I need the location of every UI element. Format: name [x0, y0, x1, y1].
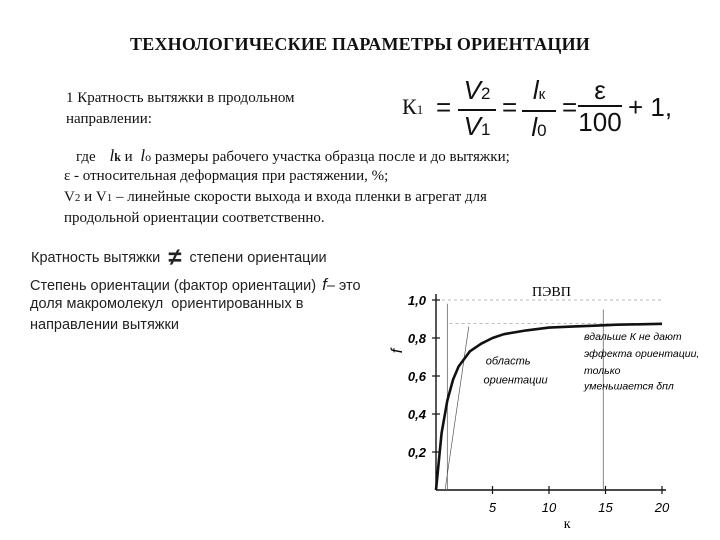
y-tick-label: 0,8 — [407, 331, 426, 346]
tangent-line — [445, 327, 469, 490]
y-tick-label: 0,6 — [407, 369, 426, 384]
annotation-region-1: область — [485, 355, 531, 368]
not-equal-sign: ≠ — [168, 244, 182, 271]
frac3-num: ε — [594, 75, 606, 105]
frac1-den: V — [463, 110, 481, 141]
degree-this-is: – это — [326, 278, 361, 294]
degree-line3: направлении вытяжки — [30, 317, 179, 333]
frac3-den: 100 — [578, 106, 622, 137]
formula-equals-1: = — [436, 92, 452, 122]
formula-lhs-sub: 1 — [416, 102, 424, 117]
frac2-num-sub: к — [538, 86, 546, 103]
def-v1-sub: 1 — [106, 192, 113, 204]
section-heading-line2: направлении: — [66, 111, 152, 127]
fraction-eps-100 — [578, 76, 622, 136]
frac1-num-sub: 2 — [480, 84, 491, 103]
x-tick-label: 15 — [598, 500, 613, 515]
section-heading-line1: 1 Кратность вытяжки в продольном — [66, 90, 295, 106]
def-var-lo-sub: o — [145, 150, 152, 164]
frac1-num: V — [463, 75, 481, 105]
formula-equals-3: = — [562, 92, 578, 122]
def-line1-rest: размеры рабочего участка образца после и до вытяжки; — [154, 149, 510, 165]
annotation-note-4: уменьшается δпл — [584, 380, 674, 393]
series-name-label: ПЭВП — [532, 285, 571, 300]
y-axis-label: f — [389, 348, 406, 354]
frac2-den-sub: 0 — [537, 120, 547, 140]
annotation-note-2: эффекта ориентации, — [584, 348, 700, 360]
x-tick-label: 5 — [488, 500, 497, 515]
statement-right: степени ориентации — [189, 250, 327, 266]
def-v-and: и V — [84, 189, 107, 205]
formula-lhs: К — [402, 94, 417, 119]
def-line3-rest: – линейные скорости выхода и входа пленки в агрегат для — [115, 189, 487, 205]
degree-f-symbol: f — [322, 275, 327, 294]
y-tick-label: 1,0 — [407, 293, 426, 308]
formula-plus-one: + 1, — [628, 92, 673, 122]
fraction-v2-v1 — [458, 76, 496, 144]
degree-line2: доля макромолекул ориентированных в — [30, 296, 304, 312]
degree-text: Степень ориентации (фактор ориентации) — [30, 278, 317, 294]
x-tick-label: 20 — [654, 500, 670, 515]
y-tick-label: 0,4 — [407, 407, 426, 422]
frac1-den-sub: 1 — [480, 119, 491, 139]
annotation-note-1: вдальше К не дают — [584, 330, 682, 343]
fraction-lk-l0 — [522, 76, 556, 145]
x-tick-label: 10 — [541, 500, 557, 515]
def-var-lk-sub: k — [114, 150, 121, 164]
x-axis-label: к — [563, 517, 571, 532]
orientation-chart — [380, 282, 700, 532]
frac2-num: l — [532, 75, 539, 105]
def-var-lk: l — [109, 146, 115, 165]
def-v2: V — [64, 189, 75, 205]
annotation-region-2: ориентации — [483, 374, 548, 387]
y-tick-label: 0,2 — [407, 445, 426, 460]
def-where: где — [76, 149, 96, 165]
def-var-lo: l — [140, 146, 146, 165]
statement-not-equal — [31, 244, 327, 272]
definition-line2: ε - относительная деформация при растяжении, %; — [64, 168, 389, 184]
definition-line1 — [76, 146, 510, 167]
formula-equals-2: = — [502, 92, 518, 122]
frac2-den: l — [531, 111, 538, 142]
annotation-note-3: только — [584, 365, 621, 378]
def-v2-sub: 2 — [74, 192, 81, 204]
definition-line3 — [64, 188, 487, 208]
page-title: ТЕХНОЛОГИЧЕСКИЕ ПАРАМЕТРЫ ОРИЕНТАЦИИ — [130, 34, 590, 54]
draw-ratio-formula — [402, 76, 702, 146]
degree-line1 — [30, 275, 361, 295]
statement-left: Кратность вытяжки — [31, 250, 161, 266]
definition-line4: продольной ориентации соответственно. — [64, 210, 325, 226]
def-and: и — [124, 149, 133, 165]
